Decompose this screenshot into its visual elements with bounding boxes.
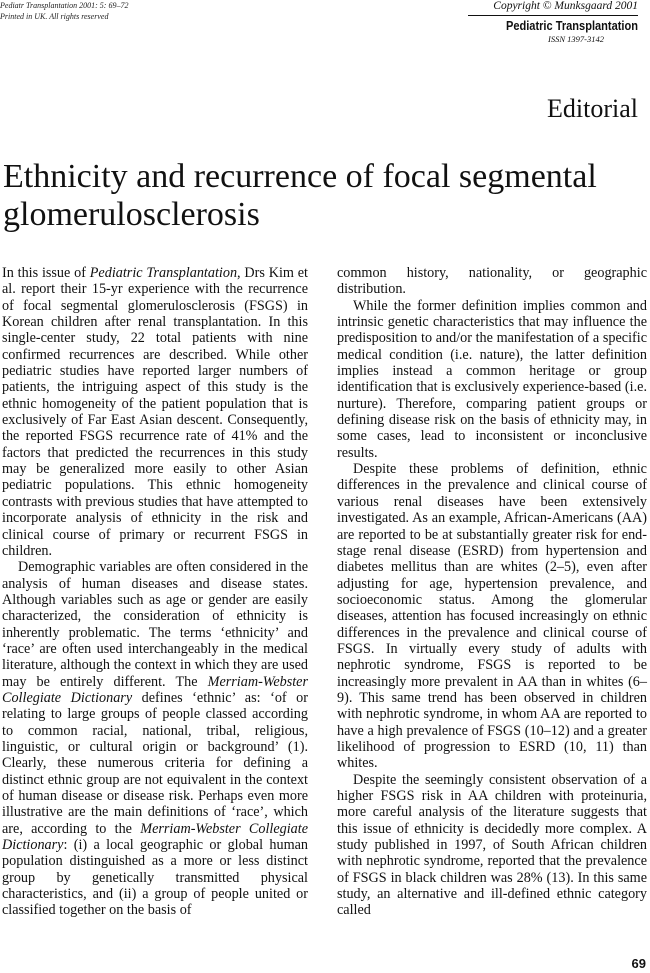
paragraph-1: In this issue of Pediatric Transplantation, Drs Kim et al. report their 15-yr experience with the recurrence of focal segmental glomerulosclerosis (FSGS) in Korean children after renal transplantation. In this single-center study, 22 total patients with nine confirmed recurrences are described. While other pediatric studies have reported larger numbers of patients, the intriguing aspect of this study is the ethnic homogeneity of the patient population that is exclusively of Far East Asian descent. Consequently, the reported FSGS recurrence rate of 41% and the factors that predicted the recurrences in this study may be generalized more easily to other Asian pediatric populations. This ethnic homogeneity contrasts with previous studies that have attempted to incorporate analysis of ethnicity in the risk and clinical course of primary or recurrent FSGS in children. xyxy=(2,265,308,559)
running-header-left xyxy=(0,0,128,22)
running-header-right xyxy=(438,0,638,45)
dictionary-reference: Merriam-Webster Collegiate Dictionary xyxy=(2,820,308,854)
paragraph-2-continued: common history, nationality, or geographic distribution. xyxy=(337,265,647,298)
article-title: Ethnicity and recurrence of focal segmental glomerulosclerosis xyxy=(3,158,597,233)
citation-line: Pediatr Transplantation 2001: 5: 69–72 xyxy=(0,1,129,10)
right-column xyxy=(337,265,647,919)
paragraph-4: Despite these problems of definition, ethnic differences in the prevalence and clinical course of various renal diseases have been extensively investigated. As an example, African-Americans (AA) are reported to be at substantially greater risk for end-stage renal disease (ESRD) from hypertension and diabetes mellitus than are whites (2–5), even after adjusting for age, hypertension prevalence, and socioeconomic status. Among the glomerular diseases, attention has focused increasingly on ethnic differences in the prevalence and clinical course of FSGS. In virtually every study of adults with nephrotic syndrome, FSGS is reported to be increasingly more prevalent in AA than in whites (6–9). This same trend has been observed in children with nephrotic syndrome, in whom AA are reported to have a high prevalence of FSGS (10–12) and a greater likelihood of progression to ESRD (10, 11) than whites. xyxy=(337,461,647,772)
paragraph-2: Demographic variables are often considered in the analysis of human diseases and disease states. Although variables such as age or gender are easily characterized, the consideration of ethnicity is inherently problematic. The terms ‘ethnicity’ and ‘race’ are often used interchangeably in the medical literature, although the context in which they are used may be entirely different. The Merriam-Webster Collegiate Dictionary defines ‘ethnic’ as: ‘of or relating to large groups of people classed according to common racial, national, tribal, religious, linguistic, or cultural origin or background’ (1). Clearly, these numerous criteria for defining a distinct ethnic group are not equivalent in the context of human disease or disease risk. Perhaps even more illustrative are the main definitions of ‘race’, which are, according to the Merriam-Webster Collegiate Dictionary: (i) a local geographic or global human population distinguished as a more or less distinct group by genetically transmitted physical characteristics, and (ii) a group of people united or classified together on the basis of xyxy=(2,559,308,919)
printed-line: Printed in UK. All rights reserved xyxy=(0,12,109,21)
copyright-line: Copyright © Munksgaard 2001 xyxy=(493,0,638,12)
journal-reference: Pediatric Transplantation xyxy=(89,265,238,281)
dictionary-reference: Merriam-Webster Collegiate Dictionary xyxy=(2,673,308,706)
left-column xyxy=(2,265,308,919)
paragraph-3: While the former definition implies common and intrinsic genetic characteristics that may influence the predisposition to and/or the manifestation of a specific medical condition (i.e. nature), the latter definition implies instead a common heritage or group identification that is exclusively experience-based (i.e. nurture). Therefore, comparing patient groups or defining disease risk on the basis of ethnicity may, in some cases, lead to inconsistent or inconclusive results. xyxy=(337,297,647,461)
page-number: 69 xyxy=(631,956,646,971)
journal-name: Pediatric Transplantation xyxy=(505,18,638,33)
header-rule xyxy=(468,15,638,16)
paragraph-5: Despite the seemingly consistent observation of a higher FSGS risk in AA children with proteinuria, more careful analysis of the literature suggests that this issue of ethnicity is decidedly more complex. A study published in 1997, of South African children with nephrotic syndrome, reported that the prevalence of FSGS in black children was 28% (13). In this same study, an alternative and ill-defined ethnic category called xyxy=(337,771,647,919)
section-label: Editorial xyxy=(547,94,638,123)
issn-line: ISSN 1397-3142 xyxy=(548,34,604,44)
